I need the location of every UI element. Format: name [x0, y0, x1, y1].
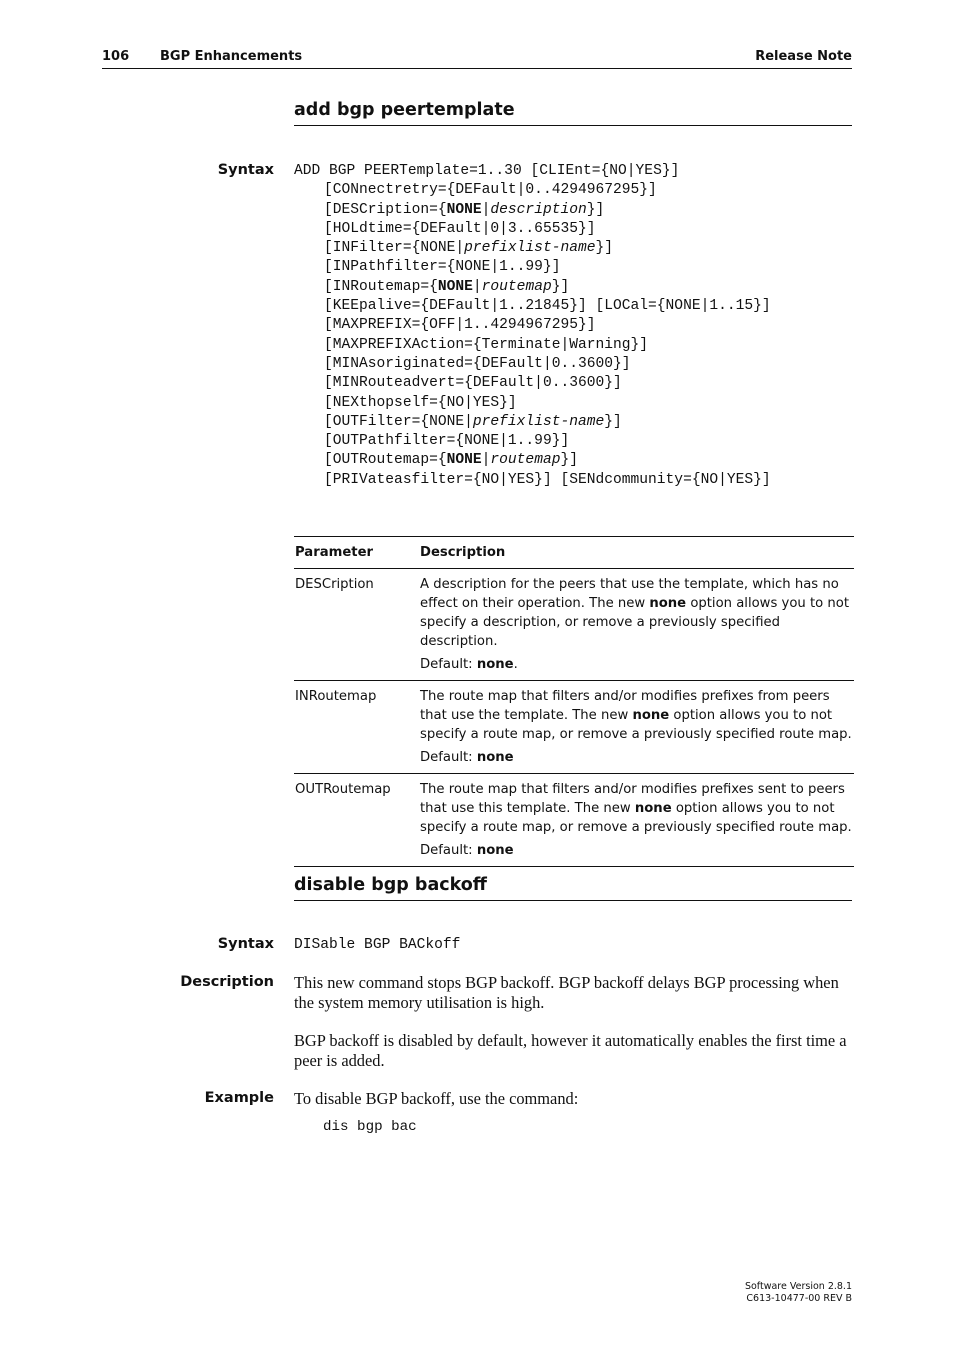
syntax-label: Syntax: [217, 936, 274, 952]
syntax-text: [MAXPREFIXAction={Terminate|Warning}]: [324, 336, 649, 353]
syntax-text: [INRoutemap={: [324, 278, 438, 295]
parameter-description: [419, 681, 854, 774]
description-paragraph: This new command stops BGP backoff. BGP backoff delays BGP processing when the system memory utilisation is high.: [294, 973, 839, 1012]
description-label: Description: [180, 974, 274, 990]
syntax-line: [294, 220, 771, 239]
syntax-text: [DESCription={: [324, 201, 447, 218]
table-row: [294, 774, 854, 867]
table-row: [294, 569, 854, 681]
syntax-text: |: [481, 201, 491, 218]
syntax-line: [294, 394, 771, 413]
header-rule: [102, 68, 852, 69]
description-text: [420, 780, 854, 837]
syntax-text: [OUTRoutemap={: [324, 452, 447, 469]
section-rule: [294, 900, 852, 901]
syntax-block: [294, 162, 771, 490]
syntax-text: }]: [551, 278, 570, 295]
default-line: [420, 655, 854, 674]
syntax-placeholder: routemap: [490, 452, 561, 469]
syntax-line: [294, 316, 771, 335]
syntax-text: [KEEpalive={DEFault|1..21845}] [LOCal={NONE|1..15}]: [324, 298, 771, 315]
default-value: none: [476, 750, 514, 765]
syntax-text: [MINRouteadvert={DEFault|0..3600}]: [324, 375, 622, 392]
syntax-text: [HOLdtime={DEFault|0|3..65535}]: [324, 220, 596, 237]
description-text: [420, 687, 854, 744]
description-text: [420, 575, 854, 651]
footer: [745, 1281, 852, 1305]
syntax-text: [OUTPathfilter={NONE|1..99}]: [324, 433, 570, 450]
example-label: Example: [204, 1090, 274, 1106]
syntax-line: [294, 374, 771, 393]
default-line: [420, 748, 854, 767]
syntax-line: [294, 181, 771, 200]
parameter-name: DESCription: [294, 569, 419, 681]
syntax-label: Syntax: [217, 162, 274, 178]
syntax-placeholder: prefixlist-name: [472, 413, 605, 430]
syntax-text: [PRIVateasfilter={NO|YES}] [SENdcommunity={NO|YES}]: [324, 471, 771, 488]
syntax-text: }]: [586, 201, 605, 218]
syntax-line: [294, 258, 771, 277]
software-version: Software Version 2.8.1: [744, 1281, 852, 1292]
description-fragment: option allows you to not specify a route map, or remove a previously specified route map.: [420, 708, 852, 742]
syntax-line: [294, 413, 771, 432]
syntax-line: [294, 432, 771, 451]
syntax-line: [294, 162, 771, 181]
syntax-placeholder: prefixlist-name: [464, 240, 596, 257]
syntax-text: [INPathfilter={NONE|1..99}]: [324, 259, 561, 276]
default-value: none: [476, 843, 514, 858]
parameter-table: [294, 536, 854, 867]
description-fragment: The route map that filters and/or modifies prefixes sent to peers that use this template. The new: [420, 782, 845, 816]
syntax-text: [MAXPREFIX={OFF|1..4294967295}]: [324, 317, 596, 334]
example-command: dis bgp bac: [323, 1119, 417, 1135]
syntax-line: [294, 239, 771, 258]
parameter-description: [419, 774, 854, 867]
description-fragment: A description for the peers that use the template, which has no effect on their operation. The new: [420, 577, 839, 611]
syntax-text: [OUTFilter={NONE|: [324, 413, 473, 430]
section-rule: [294, 125, 852, 126]
default-label: Default:: [420, 657, 477, 672]
document-code: C613-10477-00 REV B: [746, 1293, 852, 1304]
parameter-description: [419, 569, 854, 681]
option-keyword: none: [632, 708, 670, 723]
description-fragment: option allows you to not specify a route map, or remove a previously specified route map.: [420, 801, 852, 835]
syntax-line: [294, 297, 771, 316]
column-header-description: Description: [419, 537, 854, 569]
default-value: none: [476, 657, 514, 672]
syntax-command: DISable BGP BACkoff: [294, 937, 461, 953]
syntax-placeholder: routemap: [481, 278, 552, 295]
syntax-text: [CONnectretry={DEFault|0..4294967295}]: [324, 182, 657, 199]
syntax-text: [INFilter={NONE|: [324, 240, 465, 257]
syntax-default-value: NONE: [446, 452, 482, 469]
syntax-line: [294, 451, 771, 470]
parameter-name: INRoutemap: [294, 681, 419, 774]
parameter-name: OUTRoutemap: [294, 774, 419, 867]
syntax-line: [294, 278, 771, 297]
syntax-line: [294, 471, 771, 490]
section-title-add-bgp-peertemplate: add bgp peertemplate: [294, 100, 515, 120]
syntax-text: [MINAsoriginated={DEFault|0..3600}]: [324, 355, 631, 372]
option-keyword: none: [649, 596, 687, 611]
syntax-text: |: [472, 278, 482, 295]
description-fragment: option allows you to not specify a description, or remove a previously specified description.: [420, 596, 849, 649]
syntax-default-value: NONE: [437, 278, 473, 295]
syntax-text: }]: [604, 413, 622, 430]
document-type: Release Note: [755, 49, 852, 64]
syntax-text: |: [481, 452, 491, 469]
syntax-placeholder: description: [490, 201, 587, 218]
description-fragment: The route map that filters and/or modifies prefixes from peers that use the template. The new: [420, 689, 830, 723]
example-text: To disable BGP backoff, use the command:: [294, 1089, 579, 1108]
syntax-default-value: NONE: [446, 201, 482, 218]
syntax-text: }]: [595, 240, 614, 257]
table-row: [294, 681, 854, 774]
syntax-line: [294, 336, 771, 355]
column-header-parameter: Parameter: [294, 537, 419, 569]
syntax-text: ADD BGP PEERTemplate=1..30 [CLIEnt={NO|YES}]: [294, 163, 680, 179]
default-suffix: .: [513, 657, 518, 672]
table-body: [294, 569, 854, 867]
syntax-text: }]: [560, 452, 578, 469]
default-label: Default:: [420, 750, 477, 765]
description-paragraph: BGP backoff is disabled by default, however it automatically enables the first time a peer is added.: [294, 1031, 847, 1070]
default-label: Default:: [420, 843, 477, 858]
chapter-title: BGP Enhancements: [160, 49, 303, 64]
page-number: 106: [102, 49, 130, 64]
syntax-line: [294, 201, 771, 220]
syntax-text: [NEXthopself={NO|YES}]: [324, 394, 517, 411]
section-title-disable-bgp-backoff: disable bgp backoff: [294, 875, 487, 895]
default-line: [420, 841, 854, 860]
option-keyword: none: [634, 801, 672, 816]
syntax-line: [294, 355, 771, 374]
table-header-row: [294, 537, 854, 569]
